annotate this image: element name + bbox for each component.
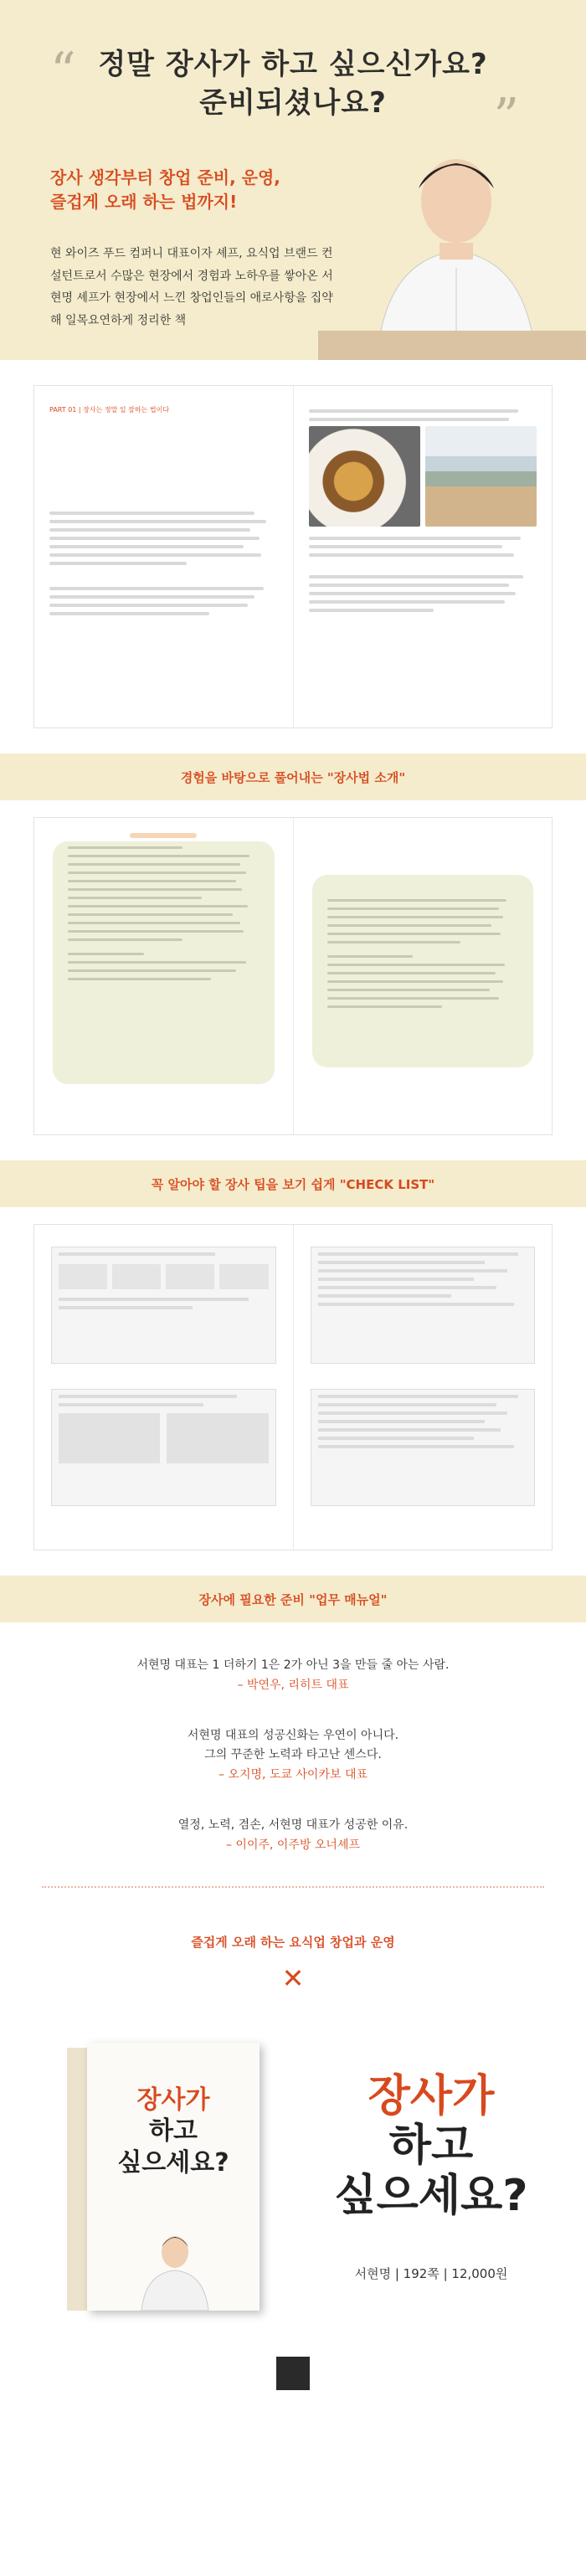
chef-photo bbox=[360, 142, 553, 360]
tip-card-left bbox=[53, 841, 275, 1084]
book-cover bbox=[87, 2043, 260, 2311]
cover-title-line-1: 장사가 bbox=[136, 2085, 210, 2115]
checklist-screenshot-2 bbox=[51, 1389, 276, 1506]
checklist-screenshot-3 bbox=[311, 1247, 536, 1364]
checklist-screenshot-1 bbox=[51, 1247, 276, 1364]
card-tab bbox=[130, 833, 197, 838]
tip-card-right bbox=[312, 875, 534, 1067]
right-page-2 bbox=[293, 818, 553, 1134]
section-banner-checklist bbox=[0, 1160, 586, 1207]
close-quote-icon: ” bbox=[493, 88, 519, 147]
book-title-line-3: 싶으세요? bbox=[334, 2171, 528, 2222]
banner-story-text: 경험을 바탕으로 풀어내는 "장사법 소개" bbox=[180, 769, 406, 785]
book-section bbox=[0, 1905, 586, 2340]
fork-knife-icon: ✕ bbox=[281, 1962, 305, 1994]
book-title-line-2: 하고 bbox=[388, 2121, 474, 2172]
cover-title-line-3: 싶으세요? bbox=[117, 2147, 229, 2178]
dotted-divider bbox=[42, 1886, 544, 1888]
right-page bbox=[293, 386, 553, 728]
publisher-logo bbox=[276, 2357, 310, 2390]
intro-title bbox=[50, 166, 280, 214]
book-cover-title bbox=[87, 2085, 260, 2179]
cover-chef-illustration bbox=[137, 2227, 213, 2311]
cover-title-line-2: 하고 bbox=[149, 2116, 198, 2147]
endorsement-author: – 오지명, 도쿄 사이카보 대표 bbox=[218, 1768, 368, 1782]
endorsement-text: 서현명 대표의 성공신화는 우연이 아니다. bbox=[187, 1728, 399, 1742]
endorsement-text: 열정, 노력, 겸손, 서현명 대표가 성공한 이유. bbox=[177, 1818, 409, 1832]
photo-row bbox=[309, 426, 537, 527]
hero-headline-line-2: 준비되셨나요? bbox=[199, 85, 387, 120]
endorsement-2 bbox=[0, 1726, 586, 1786]
book-cover-image bbox=[67, 2043, 260, 2311]
hero-headline-line-1: 정말 장사가 하고 싶으신가요? bbox=[98, 48, 488, 81]
intro-title-line-1: 장사 생각부터 창업 준비, 운영, bbox=[50, 167, 280, 188]
right-page-3 bbox=[293, 1225, 553, 1550]
book-spread-preview-1 bbox=[33, 385, 553, 728]
section-banner-story bbox=[0, 753, 586, 800]
endorsement-3 bbox=[0, 1816, 586, 1856]
endorsement-1 bbox=[0, 1656, 586, 1696]
book-meta: 서현명 | 192쪽 | 12,000원 bbox=[354, 2265, 508, 2281]
spread-header: PART 01 | 장사는 정말 일 잘하는 법이다 bbox=[49, 406, 170, 414]
open-quote-icon: “ bbox=[50, 42, 76, 100]
endorsement-author: – 이이주, 이주방 오너셰프 bbox=[225, 1838, 361, 1852]
book-spread-preview-2 bbox=[33, 817, 553, 1135]
banner-checklist-text: 꼭 알아야 할 장사 팁을 보기 쉽게 "CHECK LIST" bbox=[151, 1176, 435, 1192]
banner-manual-text: 장사에 필요한 준비 "업무 매뉴얼" bbox=[198, 1591, 388, 1607]
endorsement-text: 그의 꾸준한 노력과 타고난 센스다. bbox=[204, 1748, 382, 1762]
book-lead: 즐겁게 오래 하는 요식업 창업과 운영 bbox=[191, 1934, 395, 1950]
book-spread-preview-3 bbox=[33, 1224, 553, 1550]
hero-section bbox=[0, 0, 586, 360]
book-spine bbox=[67, 2048, 87, 2311]
section-banner-manual bbox=[0, 1576, 586, 1622]
restaurant-photo bbox=[425, 426, 537, 527]
intro-body: 현 와이즈 푸드 컴퍼니 대표이자 셰프, 요식업 브랜드 컨설턴트로서 수많은 현장에서 경험과 노하우를 쌓아온 서현명 셰프가 현장에서 느낀 창업인들의 애로사항을 집약해 일목요연하게 정리한 책 bbox=[50, 247, 333, 327]
checklist-screenshot-4 bbox=[311, 1389, 536, 1506]
counter-surface bbox=[318, 331, 586, 360]
hero-headline bbox=[0, 42, 586, 123]
left-page-3 bbox=[34, 1225, 293, 1550]
endorsement-author: – 박연우, 리히트 대표 bbox=[237, 1678, 349, 1692]
endorsements bbox=[0, 1622, 586, 1905]
book-title bbox=[326, 2072, 536, 2222]
book-title-line-1: 장사가 bbox=[368, 2070, 495, 2121]
left-page bbox=[34, 386, 293, 728]
left-page-2 bbox=[34, 818, 293, 1134]
food-photo bbox=[309, 426, 420, 527]
intro-title-line-2: 즐겁게 오래 하는 법까지! bbox=[50, 192, 238, 212]
endorsement-text: 서현명 대표는 1 더하기 1은 2가 아닌 3을 만들 줄 아는 사람. bbox=[136, 1658, 450, 1672]
